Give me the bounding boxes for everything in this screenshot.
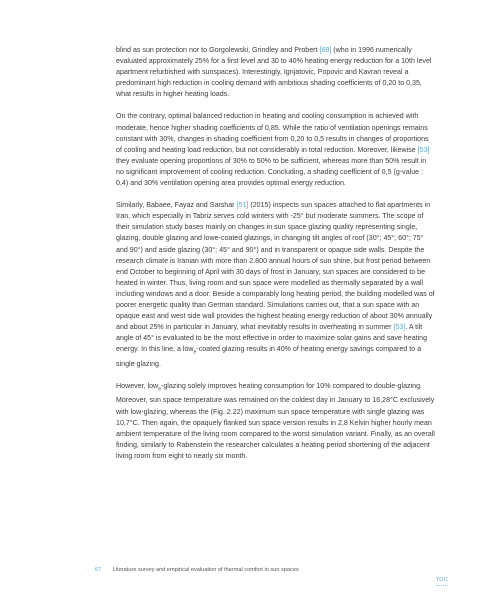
- subscript-text: e: [193, 349, 197, 356]
- subscript-text: e: [158, 386, 161, 393]
- paragraph-text: . A tilt angle of 45° is evaluated to be the most effective in order to maximize solar gains and save heating energy. In this line, a low: [116, 323, 428, 354]
- citation-link[interactable]: [51]: [236, 201, 249, 210]
- paragraph-text: -glazing solely improves heating consumption for 10% compared to double-glazing. Moreover, sun space temperature was remained on the coldest day in January to 16,28°C exclusively with low-glazing, whereas the (Fig. 2.22) maximum sun space temperature with single glazing was 10,7°C. Then again, the opaquely flanked sun space version results in 2,8 Kelvin higher hourly mean ambient temperature of the living room compared to the worst simulation variant. Finally, as an overall finding, similarly to Rabenstein the researcher calculates a heating period shortening of the adjacent living room from eight to nearly six month.: [116, 381, 435, 460]
- paragraph-text: blind as sun protection nor to Gorgolewski, Grindley and Probert: [116, 46, 320, 54]
- main-text-column: [116, 45, 436, 473]
- citation-link[interactable]: [69]: [319, 46, 332, 54]
- body-paragraph: [116, 111, 436, 189]
- citation-link[interactable]: [53]: [417, 145, 430, 154]
- toc-link[interactable]: TOC: [435, 577, 448, 583]
- running-title: Literature survey and empirical evaluation of thermal comfort in sun spaces: [112, 567, 299, 573]
- page-footer: [95, 567, 299, 573]
- body-paragraph: [116, 45, 436, 100]
- paragraph-text: -coated glazing results in 40% of heating energy savings compared to a single glazing.: [116, 345, 422, 368]
- paragraph-text: However, low: [116, 381, 159, 390]
- paragraph-text: Similarly, Babaee, Fayaz and Sarshar: [116, 201, 237, 210]
- paragraph-text: (2015) inspects sun spaces attached to flat apartments in Iran, which especially in Tabriz serves cold winters with -25° but moderate summers. The scope of their simulation study bases mainly on changes in sun space glazing quality representing single, glazing, double glazing and lowe-coated glazings, in changing tilt angles of roof (30°; 45°; 60°; 75° and 90°) and aside glazing (30°; 45° and 90°) and in transparent or opaque side walls. Despite the research climate is Iranian with more than 2.800 annual hours of sun shine, but frost period between end October to beginning of April with 30 days of frost in January, sun spaces are considered to be heated in winter. Thus, living room and sun space were modelled as thermally separated by a wall including windows and a door. Beside a comparably long heating period, the building modelled was of poorer energetic quality than German standard. Simulations carries out, that a sun space with an opaque east and west side wall provides the highest heating energy reduction of about 30% annually and about 25% in particular in January, what inevitably results in overheating in summer: [116, 201, 435, 332]
- body-paragraph: [116, 381, 436, 462]
- paragraph-text: (who in 1996 numerically evaluated approximately 25% for a first level and 30 to 40% heating energy reduction for a 10th level apartment refurbished with sunspaces). Interestingly, Ignjatovic, Popovic and Kavran reveal a predominant high reduction in cooling demand with ambitious shading coefficients of 0,20 to 0,35, what results in higher heating loads.: [116, 46, 432, 99]
- paragraph-text: On the contrary, optimal balanced reduction in heating and cooling consumption is achieved with moderate, hence higher shading coefficients of 0,85. While the ratio of ventilation openings remains constant with 30%, changes in shading coefficient from 0,20 to 0,5 results in changes of proportions of cooling and heating load reduction, but not considerably in total reduction. Moreover, likewise: [116, 112, 429, 154]
- page-number: 67: [95, 567, 102, 573]
- citation-link[interactable]: [53]: [393, 323, 406, 332]
- paragraph-text: they evaluate opening proportions of 30% to 50% to be sufficient, whereas more than 50% result in no significant improvement of cooling reduction. Concluding, a shading coefficient of 0,5 (g-value : 0,4) and 30% ventilation opening area provides optimal energy reduction.: [116, 156, 427, 188]
- toc-link-underline: [436, 585, 448, 586]
- body-paragraph: [116, 200, 436, 370]
